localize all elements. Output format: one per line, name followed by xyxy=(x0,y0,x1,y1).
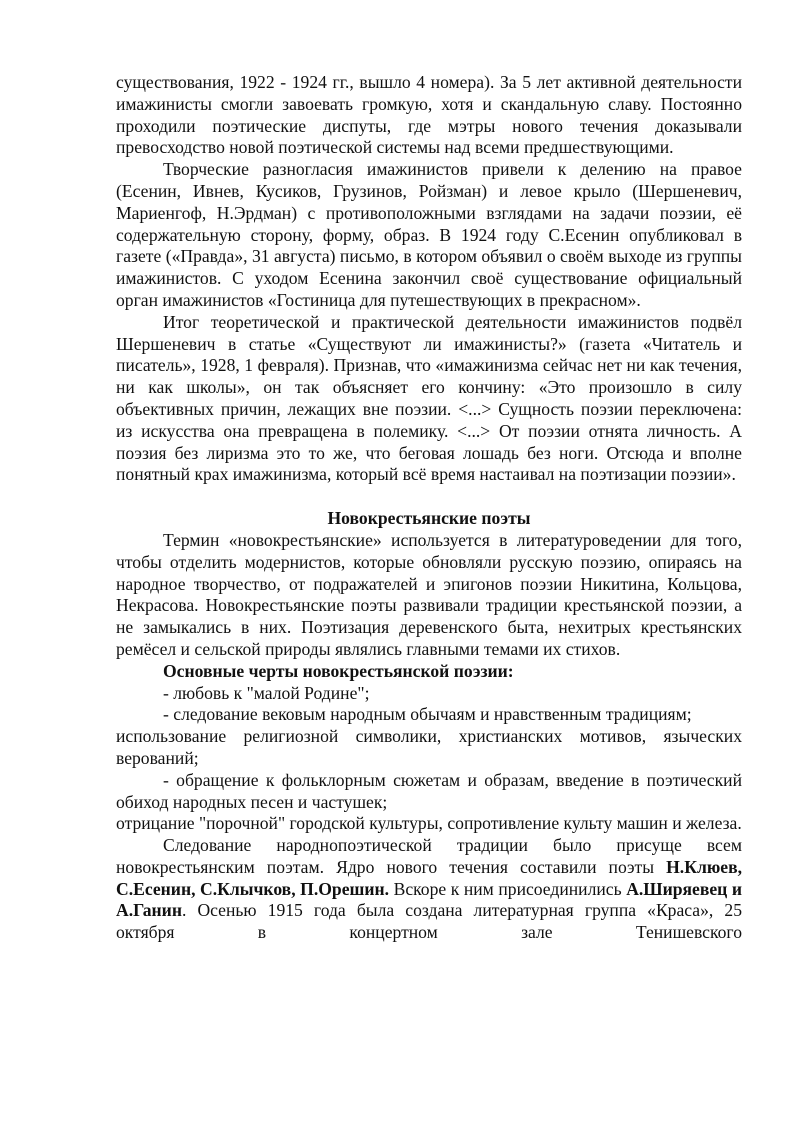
feature-item: - следование вековым народным обычаям и нравственным традициям; xyxy=(163,704,692,725)
core-poets: Н.Клюев, С.Есенин, С.Клычков, П.Орешин. xyxy=(116,856,742,899)
section-title: Новокрестьянские поэты xyxy=(327,508,531,529)
paragraph-summary: Итог теоретической и практической деятельности имажинистов подвёл Шершеневич в статье «Существуют ли имажинисты?» (газета «Читатель и писатель», 1928, 1 февраля). Признав, что «имажинизма сейчас нет ни как течения, ни как школы», он так объясняет его кончину: «Это произошло в силу объективных причин, лежащих вне поэзии. <...> Сущность поэзии переключена: из искусства она превращена в полемику. <...> От поэзии отнята личность. А поэзия без лиризма это то же, что беговая лошадь без ноги. Отсюда и вполне понятный крах имажинизма, который всё время настаивал на поэтизации поэзии». xyxy=(116,311,742,485)
feature-item: отрицание "порочной" городской культуры, сопротивление культу машин и железа. xyxy=(116,813,742,834)
paragraph-tradition xyxy=(116,835,742,944)
feature-item: - любовь к "малой Родине"; xyxy=(163,682,370,703)
feature-item: использование религиозной символики, христианских мотивов, языческих верований; xyxy=(116,726,742,768)
paragraph-term: Термин «новокрестьянские» используется в литературоведении для того, чтобы отделить модернистов, которые обновляли русскую поэзию, опираясь на народное творчество, от подражателей и эпигонов поэзии Никитина, Кольцова, Некрасова. Новокрестьянские поэты развивали традиции крестьянской поэзии, а не замыкались в них. Поэтизация деревенского быта, нехитрых крестьянских ремёсел и сельской природы являлись главными темами их стихов. xyxy=(116,529,742,659)
tradition-end-text: . Осенью 1915 года была создана литературная группа «Краса», 25 октября в концертном зале Тенишевского xyxy=(116,900,742,943)
features-heading: Основные черты новокрестьянской поэзии: xyxy=(163,660,514,681)
feature-item: - обращение к фольклорным сюжетам и образам, введение в поэтический обиход народных песен и частушек; xyxy=(116,769,742,812)
joined-poets: А.Ширяевец и А.Ганин xyxy=(116,878,742,921)
paragraph-intro: существования, 1922 - 1924 гг., вышло 4 номера). За 5 лет активной деятельности имажинисты смогли завоевать громкую, хотя и скандальную славу. Постоянно проходили поэтические диспуты, где мэтры нового течения доказывали превосходство новой поэтической системы над всеми предшествующими. xyxy=(116,72,742,158)
paragraph-split: Творческие разногласия имажинистов привели к делению на правое (Есенин, Ивнев, Кусиков, Грузинов, Ройзман) и левое крыло (Шершеневич, Мариенгоф, Н.Эрдман) с противоположными взглядами на задачи поэзии, её содержательную сторону, форму, образ. В 1924 году С.Есенин опубликовал в газете («Правда», 31 августа) письмо, в котором объявил о своём выходе из группы имажинистов. С уходом Есенина закончил своё существование официальный орган имажинистов «Гостиница для путешествующих в прекрасном». xyxy=(116,159,742,310)
joined-text: Вскоре к ним присоединились xyxy=(393,878,622,899)
document-page xyxy=(116,72,742,944)
tradition-text: Следование народнопоэтической традиции было присуще всем новокрестьянским поэтам. Ядро нового течения составили поэты xyxy=(116,835,742,877)
